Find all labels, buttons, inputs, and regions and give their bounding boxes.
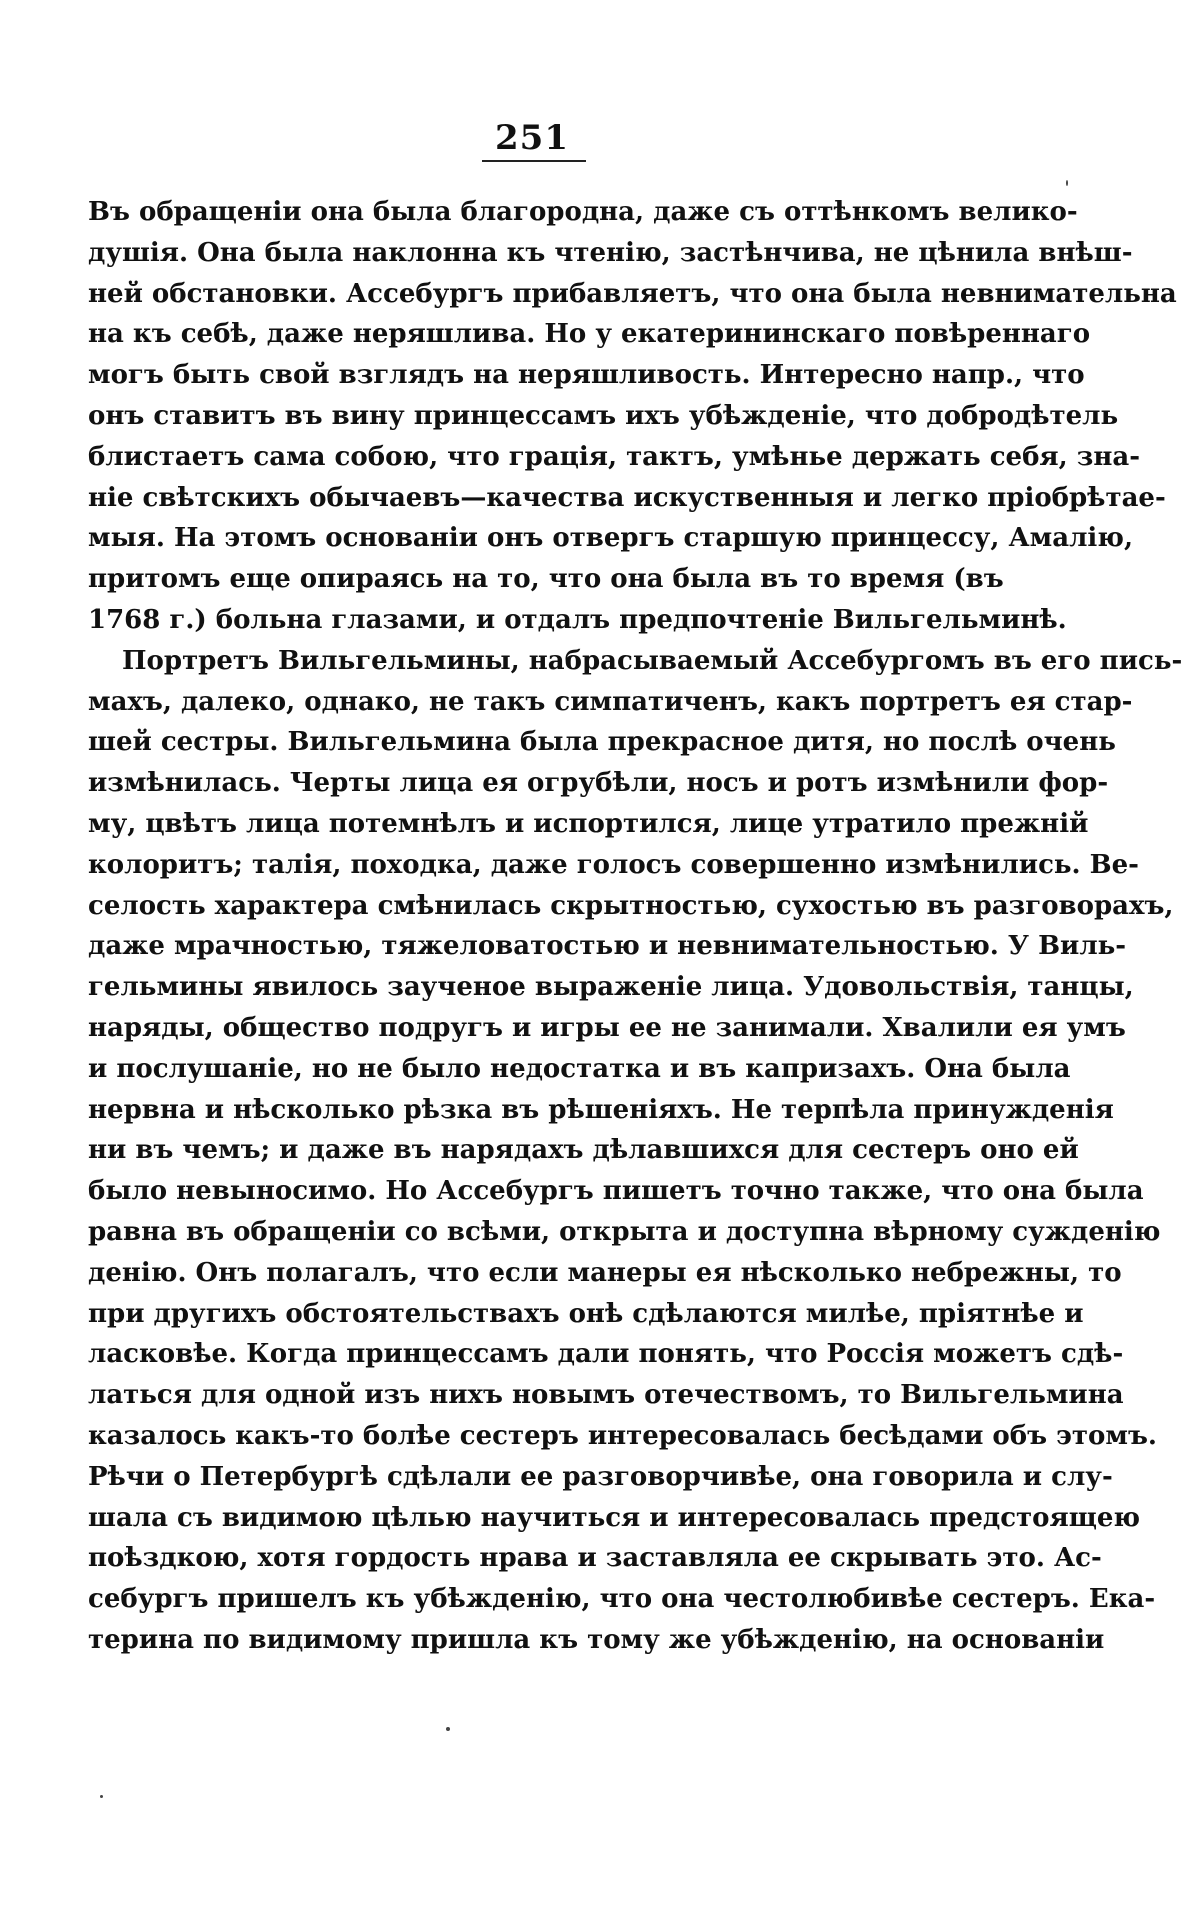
text-line: мыя. На этомъ основаніи онъ отвергъ старшую принцессу, Амалію, xyxy=(88,523,1134,554)
text-line: латься для одной изъ нихъ новымъ отечествомъ, то Вильгельмина xyxy=(88,1380,1124,1411)
text-line: могъ быть свой взглядъ на неряшливость. Интересно напр., что xyxy=(88,360,1085,391)
text-line: ни въ чемъ; и даже въ нарядахъ дѣлавшихся для сестеръ оно ей xyxy=(88,1135,1079,1166)
text-line: терина по видимому пришла къ тому же убѣжденію, на основаніи xyxy=(88,1624,1105,1655)
text-line: блистаетъ сама собою, что грація, тактъ, умѣнье держать себя, зна- xyxy=(88,441,1140,472)
text-line: ніе свѣтскихъ обычаевъ—качества искуственныя и легко пріобрѣтае- xyxy=(88,482,1166,513)
text-line: ласковѣе. Когда принцессамъ дали понять, что Россія можетъ сдѣ- xyxy=(88,1339,1124,1370)
body-text xyxy=(88,192,1182,1661)
text-line: шей сестры. Вильгельмина была прекрасное дитя, но послѣ очень xyxy=(88,727,1116,758)
text-line: наряды, общество подругъ и игры ее не занимали. Хвалили ея умъ xyxy=(88,1012,1126,1043)
text-line: измѣнилась. Черты лица ея огрубѣли, носъ и ротъ измѣнили фор- xyxy=(88,768,1109,799)
text-line: притомъ еще опираясь на то, что она была въ то время (въ xyxy=(88,564,1004,595)
text-line: и послушаніе, но не было недостатка и въ капризахъ. Она была xyxy=(88,1053,1071,1084)
text-line: му, цвѣтъ лица потемнѣлъ и испортился, лице утратило прежній xyxy=(88,808,1089,839)
text-line: селость характера смѣнилась скрытностью, сухостью въ разговорахъ, xyxy=(88,890,1174,921)
text-line: было невыносимо. Но Ассебургъ пишетъ точно также, что она была xyxy=(88,1176,1144,1207)
text-line: равна въ обращеніи со всѣми, открыта и доступна вѣрному сужденію xyxy=(88,1216,1161,1247)
text-line: душія. Она была наклонна къ чтенію, застѣнчива, не цѣнила внѣш- xyxy=(88,237,1133,268)
text-line: колоритъ; талія, походка, даже голосъ совершенно измѣнились. Ве- xyxy=(88,849,1139,880)
print-speck xyxy=(1066,180,1068,186)
text-line: даже мрачностью, тяжеловатостью и невнимательностью. У Виль- xyxy=(88,931,1127,962)
text-line: на къ себѣ, даже неряшлива. Но у екатерининскаго повѣреннаго xyxy=(88,319,1091,350)
text-line: себургъ пришелъ къ убѣжденію, что она честолюбивѣе сестеръ. Ека- xyxy=(88,1584,1156,1615)
text-line: гельмины явилось заученое выраженіе лица. Удовольствія, танцы, xyxy=(88,972,1134,1003)
text-line: 1768 г.) больна глазами, и отдалъ предпочтеніе Вильгельминѣ. xyxy=(88,604,1067,635)
print-speck xyxy=(446,1727,450,1731)
text-line: ней обстановки. Ассебургъ прибавляетъ, что она была невнимательна xyxy=(88,278,1177,309)
text-line: при другихъ обстоятельствахъ онѣ сдѣлаются милѣе, пріятнѣе и xyxy=(88,1298,1084,1329)
page-number: 251 xyxy=(495,118,569,158)
text-line: казалось какъ-то болѣе сестеръ интересовалась бесѣдами объ этомъ. xyxy=(88,1420,1157,1451)
text-line: денію. Онъ полагалъ, что если манеры ея нѣсколько небрежны, то xyxy=(88,1257,1122,1288)
text-line: шала съ видимою цѣлью научиться и интересовалась предстоящею xyxy=(88,1502,1141,1533)
text-line: Въ обращеніи она была благородна, даже съ оттѣнкомъ велико- xyxy=(88,197,1078,227)
text-line: нервна и нѣсколько рѣзка въ рѣшеніяхъ. Не терпѣла принужденія xyxy=(88,1094,1114,1125)
text-line: Портретъ Вильгельмины, набрасываемый Ассебургомъ въ его пись- xyxy=(122,645,1182,676)
print-speck xyxy=(100,1795,103,1798)
page-number-rule xyxy=(482,160,586,162)
text-line: поѣздкою, хотя гордость нрава и заставляла ее скрывать это. Ас- xyxy=(88,1543,1102,1574)
text-line: онъ ставитъ въ вину принцессамъ ихъ убѣжденіе, что добродѣтель xyxy=(88,400,1119,431)
text-line: махъ, далеко, однако, не такъ симпатиченъ, какъ портретъ ея стар- xyxy=(88,686,1133,717)
text-line: Рѣчи о Петербургѣ сдѣлали ее разговорчивѣе, она говорила и слу- xyxy=(88,1461,1113,1492)
